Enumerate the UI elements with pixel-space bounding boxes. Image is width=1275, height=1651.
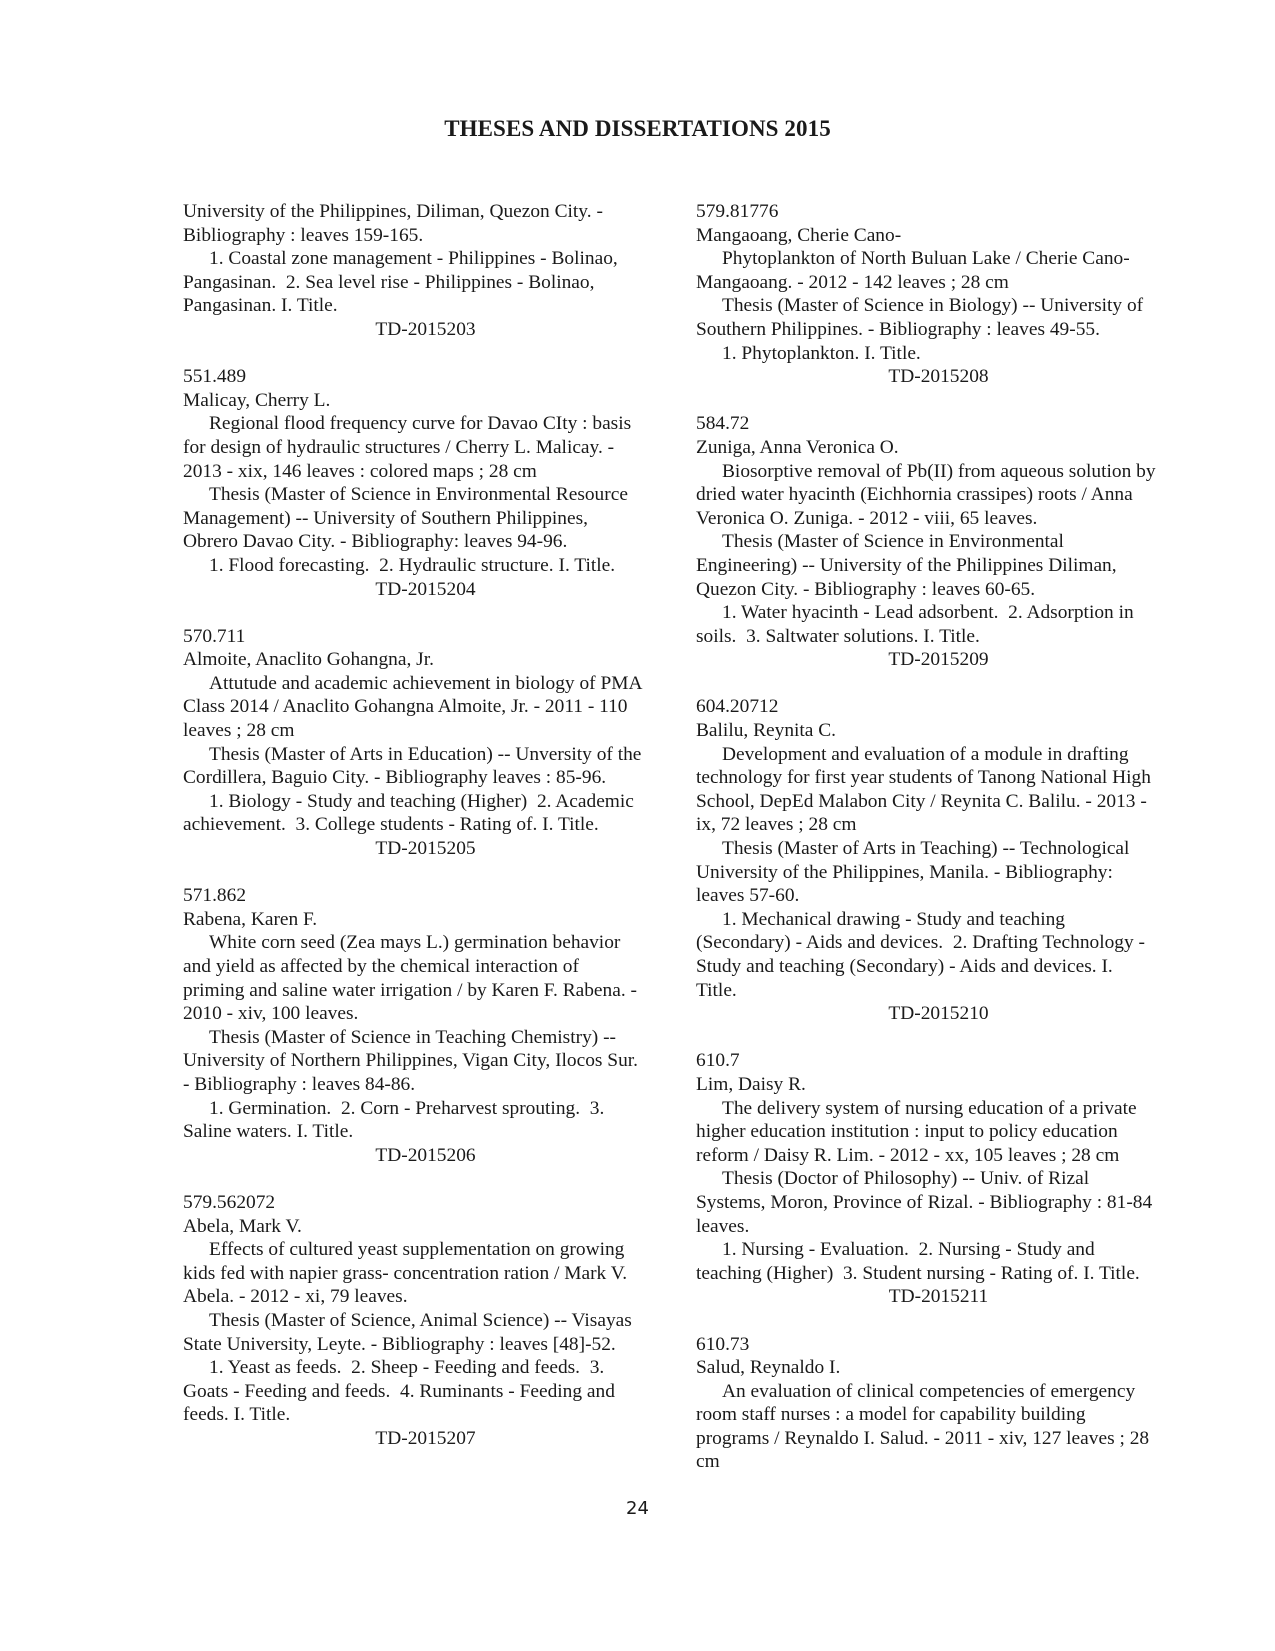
entry-line: Almoite, Anaclito Gohangna, Jr.	[183, 649, 434, 671]
entry-line: University of Northern Philippines, Vigan City, Ilocos Sur.	[183, 1050, 639, 1072]
entry-line: programs / Reynaldo I. Salud. - 2011 - xiv, 127 leaves ; 28	[696, 1427, 1150, 1449]
entry-line: Thesis (Master of Science in Environmental Resource	[209, 484, 628, 506]
entry-line: Thesis (Master of Arts in Teaching) -- Technological	[722, 838, 1130, 860]
entry-line: Thesis (Master of Science, Animal Science) -- Visayas	[209, 1309, 632, 1331]
entry-line: priming and saline water irrigation / by Karen F. Rabena. -	[183, 979, 637, 1001]
entry-line: technology for first year students of Tanong National High	[696, 767, 1151, 789]
entry-line: Engineering) -- University of the Philippines Diliman,	[696, 554, 1117, 576]
entry-line: An evaluation of clinical competencies of emergency	[722, 1380, 1136, 1402]
entry-line: 551.489	[183, 366, 247, 388]
entry-line: dried water hyacinth (Eichhornia crassipes) roots / Anna	[696, 484, 1133, 506]
entry-line: Effects of cultured yeast supplementation on growing	[209, 1239, 625, 1261]
page-number: 24	[626, 1498, 649, 1519]
page-title: THESES AND DISSERTATIONS 2015	[444, 116, 831, 141]
entry-line: Pangasinan. 2. Sea level rise - Philippines - Bolinao,	[183, 271, 595, 293]
catalog-entry	[696, 412, 1181, 672]
catalog-entry	[183, 365, 668, 601]
entry-line: Management) -- University of Southern Philippines,	[183, 507, 588, 529]
entry-line: 579.81776	[696, 201, 779, 222]
entry-line: Attutude and academic achievement in biology of PMA	[209, 672, 643, 694]
left-column	[183, 200, 668, 1474]
entry-line: Regional flood frequency curve for Davao CIty : basis	[209, 413, 632, 435]
entry-line: State University, Leyte. - Bibliography : leaves [48]-52.	[183, 1333, 616, 1355]
entry-line: higher education institution : input to policy education	[696, 1121, 1118, 1143]
entry-line: Biosorptive removal of Pb(II) from aqueous solution by	[722, 460, 1156, 482]
entry-line: White corn seed (Zea mays L.) germination behavior	[209, 932, 621, 954]
entry-line: leaves ; 28 cm	[183, 720, 295, 742]
entry-line: The delivery system of nursing education of a private	[722, 1097, 1137, 1119]
entry-line: 570.711	[183, 625, 246, 647]
catalog-entry	[696, 695, 1181, 1025]
entry-line: Quezon City. - Bibliography : leaves 60-65.	[696, 578, 1036, 600]
catalog-entry	[183, 1191, 668, 1451]
entry-id: TD-2015205	[375, 838, 476, 860]
entry-line: Goats - Feeding and feeds. 4. Ruminants - Feeding and	[183, 1380, 615, 1402]
entry-id: TD-2015204	[375, 578, 476, 600]
entry-line: Thesis (Master of Arts in Education) -- Unversity of the	[209, 743, 642, 765]
entry-id: TD-2015211	[888, 1286, 989, 1308]
catalog-entry	[696, 200, 1181, 389]
entry-line: cm	[696, 1451, 720, 1473]
entry-line: for design of hydraulic structures / Cherry L. Malicay. -	[183, 436, 615, 458]
entry-line: Study and teaching (Secondary) - Aids and devices. I.	[696, 956, 1113, 977]
entry-line: 579.562072	[183, 1191, 276, 1213]
catalog-entry	[183, 884, 668, 1167]
entry-line: - Bibliography : leaves 84-86.	[183, 1073, 416, 1095]
entry-line: Southern Philippines. - Bibliography : leaves 49-55.	[696, 318, 1100, 340]
entry-id: TD-2015203	[375, 318, 476, 340]
entry-line: reform / Daisy R. Lim. - 2012 - xx, 105 leaves ; 28 cm	[696, 1144, 1120, 1166]
entry-line: Phytoplankton of North Buluan Lake / Cherie Cano-	[722, 248, 1130, 270]
entry-line: leaves.	[696, 1215, 750, 1237]
entry-line: 571.862	[183, 885, 247, 907]
catalog-entry	[183, 625, 668, 861]
entry-line: 1. Biology - Study and teaching (Higher) 2. Academic	[209, 790, 634, 812]
entry-line: room staff nurses : a model for capability building	[696, 1404, 1086, 1426]
entry-id: TD-2015209	[888, 649, 989, 671]
entry-line: and yield as affected by the chemical interaction of	[183, 956, 579, 977]
entry-line: University of the Philippines, Manila. - Bibliography:	[696, 861, 1113, 883]
entry-line: Veronica O. Zuniga. - 2012 - viii, 65 leaves.	[696, 507, 1038, 529]
entry-id: TD-2015207	[375, 1427, 476, 1449]
catalog-entry	[696, 1333, 1181, 1475]
entry-line: Thesis (Master of Science in Teaching Chemistry) --	[209, 1026, 616, 1048]
entry-id: TD-2015208	[888, 366, 989, 388]
entry-line: 610.73	[696, 1333, 750, 1355]
entry-line: Thesis (Master of Science in Biology) -- University of	[722, 295, 1144, 317]
entry-line: Zuniga, Anna Veronica O.	[696, 436, 899, 458]
entry-line: Saline waters. I. Title.	[183, 1121, 354, 1143]
entry-line: 1. Phytoplankton. I. Title.	[722, 342, 921, 364]
entry-line: feeds. I. Title.	[183, 1404, 291, 1426]
entry-line: Cordillera, Baguio City. - Bibliography leaves : 85-96.	[183, 767, 607, 789]
entry-line: Rabena, Karen F.	[183, 908, 318, 930]
entry-line: Systems, Moron, Province of Rizal. - Bibliography : 81-84	[696, 1191, 1153, 1213]
entry-line: Lim, Daisy R.	[696, 1073, 806, 1095]
entry-line: ix, 72 leaves ; 28 cm	[696, 814, 857, 836]
entry-line: Title.	[696, 979, 737, 1001]
catalog-entry	[183, 200, 668, 342]
entry-line: 2010 - xiv, 100 leaves.	[183, 1003, 359, 1025]
right-column	[696, 200, 1181, 1498]
entry-line: Abela, Mark V.	[183, 1215, 302, 1237]
entry-line: Thesis (Master of Science in Environmental	[722, 531, 1064, 553]
entry-line: Mangaoang. - 2012 - 142 leaves ; 28 cm	[696, 271, 1009, 293]
entry-id: TD-2015206	[375, 1144, 476, 1166]
entry-line: leaves 57-60.	[696, 885, 800, 907]
entry-line: soils. 3. Saltwater solutions. I. Title.	[696, 625, 980, 647]
entry-line: Class 2014 / Anaclito Gohangna Almoite, Jr. - 2011 - 110	[183, 696, 628, 718]
entry-line: (Secondary) - Aids and devices. 2. Drafting Technology -	[696, 932, 1145, 954]
entry-line: 610.7	[696, 1050, 740, 1072]
entry-line: 1. Water hyacinth - Lead adsorbent. 2. Adsorption in	[722, 602, 1134, 624]
entry-line: 1. Flood forecasting. 2. Hydraulic structure. I. Title.	[209, 554, 616, 576]
entry-line: 1. Germination. 2. Corn - Preharvest sprouting. 3.	[209, 1097, 605, 1119]
entry-line: Mangaoang, Cherie Cano-	[696, 224, 902, 246]
entry-line: University of the Philippines, Diliman, Quezon City. -	[183, 201, 603, 222]
entry-line: 2013 - xix, 146 leaves : colored maps ; 28 cm	[183, 460, 537, 482]
entry-line: Bibliography : leaves 159-165.	[183, 224, 424, 246]
entry-line: 1. Coastal zone management - Philippines - Bolinao,	[209, 248, 618, 270]
entry-line: achievement. 3. College students - Rating of. I. Title.	[183, 814, 599, 836]
entry-line: Abela. - 2012 - xi, 79 leaves.	[183, 1286, 408, 1308]
entry-line: School, DepEd Malabon City / Reynita C. Balilu. - 2013 -	[696, 790, 1147, 812]
entry-line: Salud, Reynaldo I.	[696, 1357, 841, 1379]
entry-line: Obrero Davao City. - Bibliography: leaves 94-96.	[183, 531, 568, 553]
entry-line: Malicay, Cherry L.	[183, 389, 331, 411]
entry-line: 1. Yeast as feeds. 2. Sheep - Feeding and feeds. 3.	[209, 1357, 605, 1379]
entry-line: 1. Nursing - Evaluation. 2. Nursing - Study and	[722, 1239, 1095, 1261]
entry-line: Balilu, Reynita C.	[696, 720, 837, 742]
entry-id: TD-2015210	[888, 1003, 989, 1025]
entry-line: Thesis (Doctor of Philosophy) -- Univ. of Rizal	[722, 1168, 1090, 1190]
entry-line: teaching (Higher) 3. Student nursing - Rating of. I. Title.	[696, 1262, 1140, 1284]
entry-line: kids fed with napier grass- concentration ration / Mark V.	[183, 1262, 628, 1284]
entry-line: 1. Mechanical drawing - Study and teaching	[722, 908, 1066, 930]
entry-line: 584.72	[696, 413, 750, 435]
catalog-entry	[696, 1049, 1181, 1309]
entry-line: Pangasinan. I. Title.	[183, 295, 338, 317]
entry-line: 604.20712	[696, 696, 779, 718]
entry-line: Development and evaluation of a module in drafting	[722, 743, 1129, 765]
